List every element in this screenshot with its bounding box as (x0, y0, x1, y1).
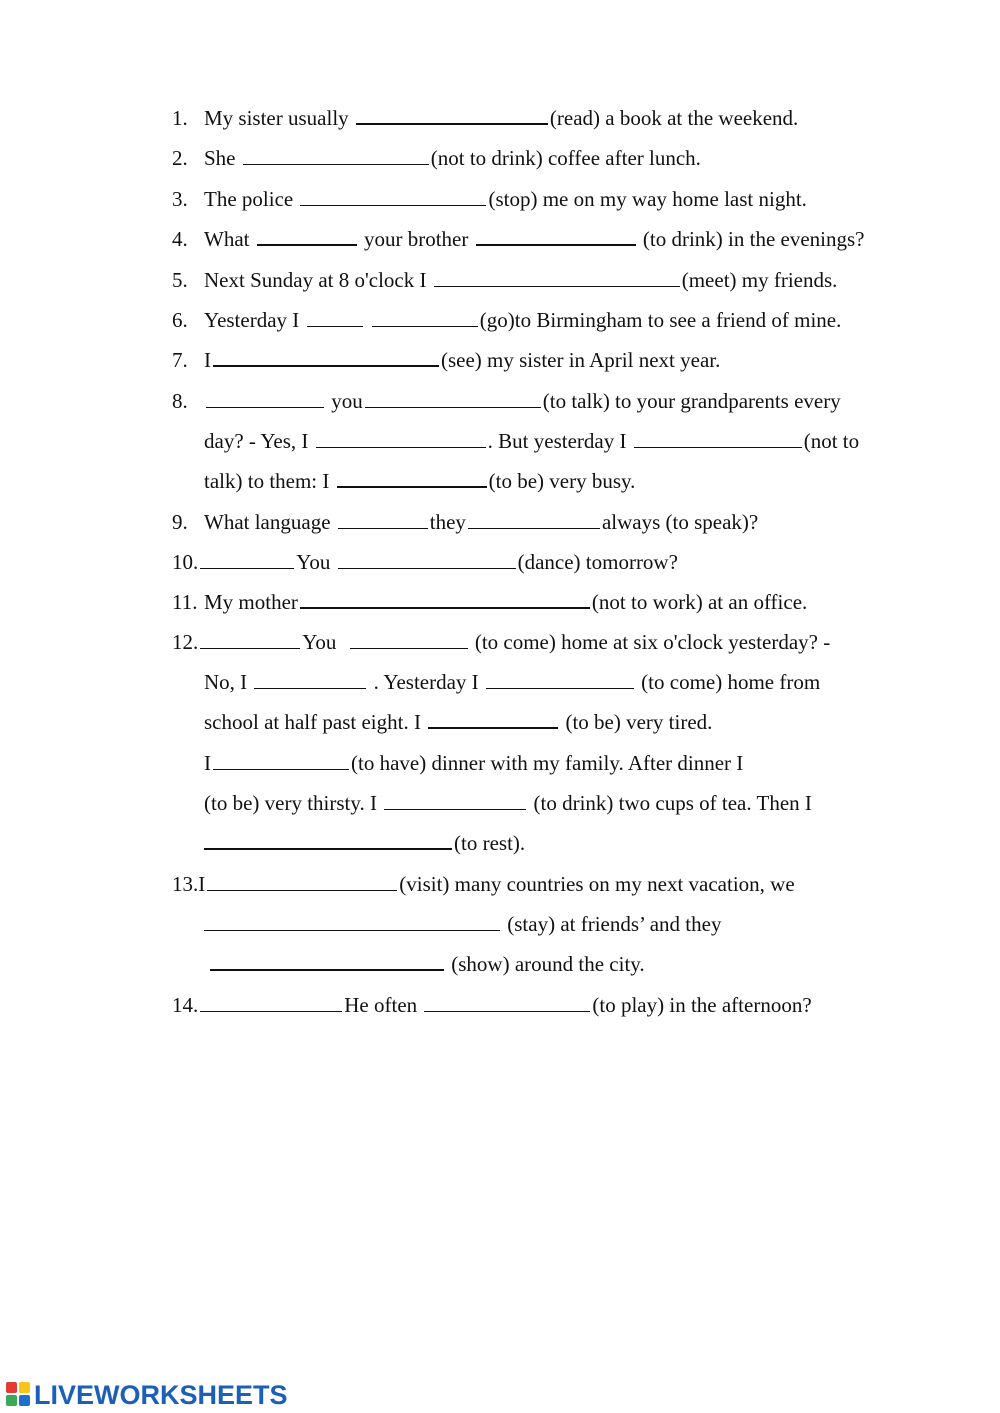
question-number: 4. (172, 227, 188, 251)
question-number: 11. (172, 590, 198, 614)
question-text: (go)to Birmingham to see a friend of mine. (479, 308, 842, 332)
question-number: 8. (172, 389, 188, 413)
question-text: your brother (363, 227, 469, 251)
question-12-line-5 (204, 783, 812, 823)
question-text: (to be) very tired. (565, 710, 713, 734)
question-text: (read) a book at the weekend. (549, 106, 799, 130)
question-text: I (204, 348, 211, 372)
answer-blank[interactable] (338, 567, 516, 569)
question-12 (172, 622, 830, 662)
answer-blank[interactable] (204, 929, 500, 931)
liveworksheets-logo[interactable] (6, 1380, 288, 1410)
question-number: 13. (172, 872, 199, 896)
answer-blank[interactable] (476, 243, 636, 246)
question-text: (stop) me on my way home last night. (488, 187, 807, 211)
answer-blank[interactable] (372, 325, 478, 327)
question-text: What language (204, 510, 331, 534)
question-5 (172, 260, 837, 300)
answer-blank[interactable] (634, 446, 802, 448)
question-number: 5. (172, 268, 188, 292)
question-number: 10. (172, 550, 199, 574)
answer-blank[interactable] (200, 647, 300, 649)
answer-blank[interactable] (468, 527, 600, 529)
question-text: Next Sunday at 8 o'clock I (204, 268, 427, 292)
question-8-line-3 (204, 461, 635, 501)
question-text: (not to drink) coffee after lunch. (430, 146, 701, 170)
answer-blank[interactable] (200, 1010, 342, 1012)
question-9 (172, 502, 758, 542)
question-text: My mother (204, 590, 298, 614)
answer-blank[interactable] (213, 768, 349, 770)
question-text: (see) my sister in April next year. (441, 348, 721, 372)
question-13-line-2 (204, 904, 721, 944)
question-text: (to talk) to your grandparents every (542, 389, 841, 413)
brand-name: LIVEWORKSHEETS (34, 1380, 288, 1410)
question-text: She (204, 146, 236, 170)
question-text: . But yesterday I (487, 429, 627, 453)
answer-blank[interactable] (307, 325, 363, 327)
question-text: (visit) many countries on my next vacation, we (399, 872, 795, 896)
question-3 (172, 179, 807, 219)
question-text: day? - Yes, I (204, 429, 309, 453)
question-text: Yesterday I (204, 308, 300, 332)
question-text: (to play) in the afternoon? (592, 993, 812, 1017)
question-number: 9. (172, 510, 188, 534)
question-13-line-3 (204, 944, 645, 984)
question-number: 2. (172, 146, 188, 170)
answer-blank[interactable] (316, 446, 486, 448)
question-8 (172, 381, 841, 421)
question-text: (meet) my friends. (681, 268, 838, 292)
answer-blank[interactable] (210, 968, 444, 971)
question-text: My sister usually (204, 106, 349, 130)
question-text: school at half past eight. I (204, 710, 421, 734)
question-text: always (to speak)? (601, 510, 759, 534)
question-text: I (198, 872, 206, 896)
question-text: (to drink) two cups of tea. Then I (533, 791, 812, 815)
question-text: What (204, 227, 250, 251)
question-10 (172, 542, 678, 582)
question-13 (172, 864, 795, 904)
question-text: (not to (803, 429, 860, 453)
question-text: (to drink) in the evenings? (642, 227, 865, 251)
question-text: (to come) home from (641, 670, 821, 694)
question-text: . Yesterday I (373, 670, 479, 694)
answer-blank[interactable] (213, 364, 439, 367)
question-text: they (429, 510, 466, 534)
question-number: 3. (172, 187, 188, 211)
question-text: (not to work) at an office. (591, 590, 808, 614)
answer-blank[interactable] (200, 567, 294, 569)
answer-blank[interactable] (257, 243, 357, 246)
question-12-line-2 (204, 662, 820, 702)
answer-blank[interactable] (424, 1010, 590, 1012)
question-14 (172, 985, 812, 1025)
question-text: You (302, 630, 337, 654)
question-number: 14. (172, 993, 199, 1017)
question-text: He often (344, 993, 418, 1017)
question-text: talk) to them: I (204, 469, 330, 493)
answer-blank[interactable] (356, 122, 548, 125)
question-number: 12. (172, 630, 199, 654)
question-text: (show) around the city. (451, 952, 645, 976)
question-text: you (331, 389, 363, 413)
question-6 (172, 300, 841, 340)
question-8-line-2 (204, 421, 859, 461)
question-text: The police (204, 187, 294, 211)
question-text: (stay) at friends’ and they (507, 912, 722, 936)
answer-blank[interactable] (486, 687, 634, 689)
answer-blank[interactable] (337, 485, 487, 488)
question-12-line-6 (204, 823, 525, 863)
question-text: (to come) home at six o'clock yesterday? - (474, 630, 831, 654)
answer-blank[interactable] (365, 406, 541, 408)
question-text: I (204, 751, 211, 775)
answer-blank[interactable] (300, 204, 486, 206)
answer-blank[interactable] (338, 527, 428, 529)
question-7 (172, 340, 720, 380)
question-text: You (296, 550, 331, 574)
question-text: (to be) very thirsty. I (204, 791, 378, 815)
answer-blank[interactable] (243, 163, 429, 165)
answer-blank[interactable] (384, 808, 526, 810)
question-number: 1. (172, 106, 188, 130)
question-12-line-3 (204, 702, 712, 742)
answer-blank[interactable] (300, 606, 590, 609)
answer-blank[interactable] (254, 687, 366, 689)
question-2 (172, 138, 701, 178)
logo-squares-icon (6, 1382, 32, 1408)
question-4 (172, 219, 864, 259)
question-text: (to be) very busy. (488, 469, 636, 493)
question-11 (172, 582, 807, 622)
answer-blank[interactable] (204, 847, 452, 850)
question-text: (to have) dinner with my family. After dinner I (351, 751, 744, 775)
question-number: 7. (172, 348, 188, 372)
answer-blank[interactable] (350, 647, 468, 649)
answer-blank[interactable] (434, 285, 680, 287)
question-12-line-4 (204, 743, 743, 783)
question-number: 6. (172, 308, 188, 332)
answer-blank[interactable] (206, 406, 324, 408)
question-1 (172, 98, 798, 138)
question-text: (dance) tomorrow? (517, 550, 678, 574)
question-text: No, I (204, 670, 248, 694)
answer-blank[interactable] (207, 889, 397, 891)
answer-blank[interactable] (428, 726, 558, 729)
question-text: (to rest). (454, 831, 526, 855)
